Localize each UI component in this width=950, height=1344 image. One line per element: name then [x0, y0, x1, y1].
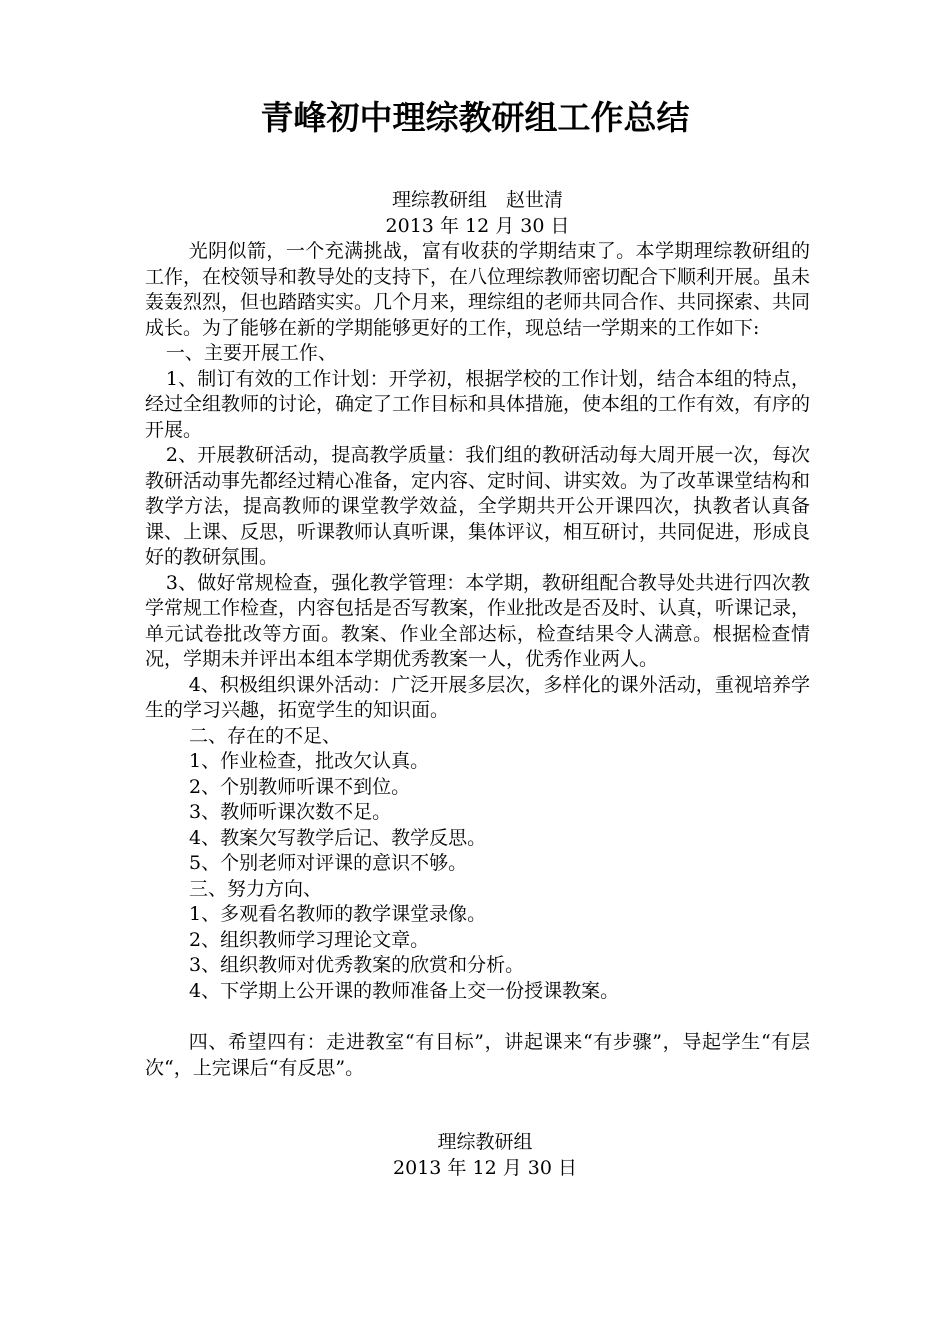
section3-item: 2、组织教师学习理论文章。: [189, 928, 430, 951]
signature-group: 理综教研组: [437, 1131, 533, 1153]
section1-item: 2、开展教研活动，提高教学质量：我们组的教研活动每大周开展一次，每次教研活动事先都经过精心准备，定内容、定时间、讲实效。为了改革课堂结构和教学方法，提高教师的课堂教学效益，全学期共开公开课四次，执教者认真备课、上课、反思，听课教师认真听课，集体评议，相互研讨，共同促进，形成良好的教研氛围。: [145, 444, 811, 568]
section1-heading: 一、主要开展工作、: [165, 342, 337, 364]
section3-item: 3、组织教师对优秀教案的欣赏和分析。: [189, 954, 525, 976]
intro-paragraph: 光阴似箭，一个充满挑战，富有收获的学期结束了。本学期理综教研组的工作，在校领导和教导处的支持下，在八位理综教师密切配合下顺利开展。虽未轰轰烈烈，但也踏踏实实。几个月来，理综组的老师共同合作、共同探索、共同成长。为了能够在新的学期能够更好的工作，现总结一学期来的工作如下:: [145, 240, 811, 339]
section2-item: 3、教师听课次数不足。: [189, 801, 392, 823]
section2-item: 1、作业检查，批改欠认真。: [189, 750, 430, 772]
section4-paragraph: 四、希望四有：走进教室“有目标”，讲起课来“有步骤”，导起学生“有层次“，上完课后“有反思”。: [145, 1031, 810, 1079]
section2-item: 4、教案欠写教学后记、教学反思。: [189, 826, 487, 849]
section3-item: 1、多观看名教师的教学课堂录像。: [189, 903, 487, 925]
date-line: 2013 年 12 月 30 日: [385, 214, 570, 237]
section2-item: 5、个别老师对评课的意识不够。: [189, 852, 468, 874]
signature-block: [315, 1130, 655, 1181]
section1-item: 1、制订有效的工作计划：开学初，根据学校的工作计划，结合本组的特点，经过全组教师的讨论，确定了工作目标和具体措施，使本组的工作有效，有序的开展。: [145, 367, 811, 441]
section3-heading: 三、努力方向、: [189, 877, 323, 900]
document-body: [145, 188, 810, 1081]
spacer: [145, 1004, 810, 1030]
section1-item: 3、做好常规检查，强化教学管理：本学期，教研组配合教导处共进行四次教学常规工作检查，内容包括是否写教案，作业批改是否及时、认真，听课记录，单元试卷批改等方面。教案、作业全部达标，检查结果令人满意。根据检查情况，学期未并评出本组本学期优秀教案一人，优秀作业两人。: [145, 571, 811, 670]
document-title: 青峰初中理综教研组工作总结: [260, 98, 690, 137]
signature-date: 2013 年 12 月 30 日: [393, 1156, 577, 1179]
author-line: 理综教研组 赵世清: [391, 189, 563, 211]
section1-item: 4、积极组织课外活动：广泛开展多层次，多样化的课外活动，重视培养学生的学习兴趣，拓宽学生的知识面。: [145, 673, 810, 721]
section2-item: 2、个别教师听课不到位。: [189, 775, 411, 798]
section3-item: 4、下学期上公开课的教师准备上交一份授课教案。: [189, 979, 620, 1002]
section2-heading: 二、存在的不足、: [189, 724, 342, 747]
